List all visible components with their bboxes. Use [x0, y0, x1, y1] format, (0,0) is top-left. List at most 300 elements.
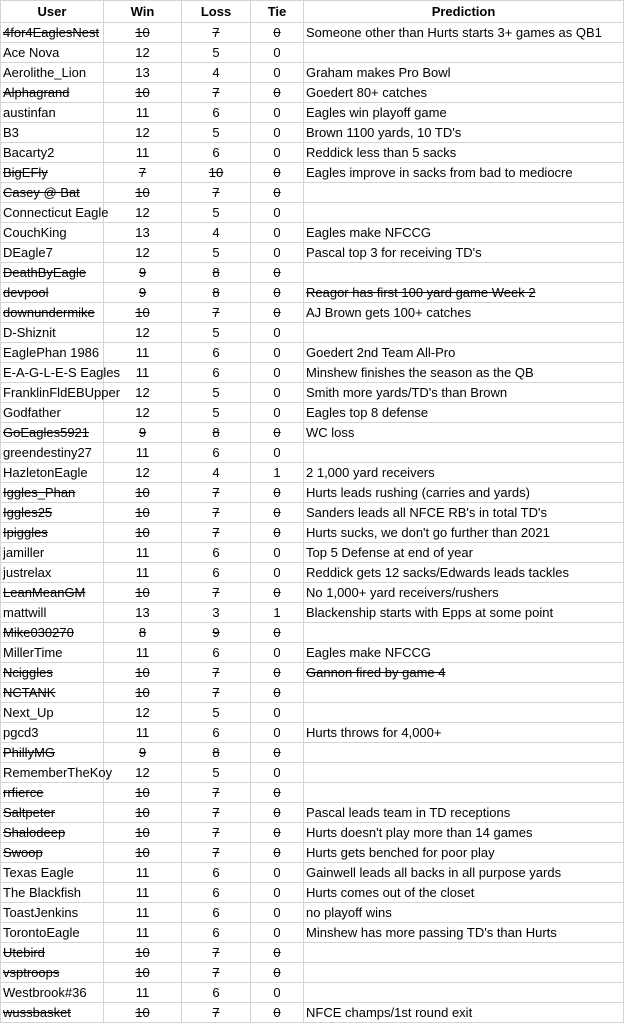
cell-tie[interactable]: 0: [251, 363, 304, 383]
table-row: [1, 523, 624, 543]
cell-tie[interactable]: 0: [251, 843, 304, 863]
cell-win[interactable]: 12: [104, 383, 182, 403]
cell-prediction[interactable]: [304, 623, 624, 643]
cell-prediction[interactable]: Smith more yards/TD's than Brown: [304, 383, 624, 403]
cell-loss[interactable]: 7: [182, 823, 251, 843]
cell-win[interactable]: 12: [104, 123, 182, 143]
cell-loss[interactable]: 7: [182, 803, 251, 823]
cell-user[interactable]: The Blackfish: [1, 883, 104, 903]
cell-tie[interactable]: 0: [251, 783, 304, 803]
cell-tie[interactable]: 0: [251, 823, 304, 843]
cell-tie[interactable]: 0: [251, 623, 304, 643]
cell-win[interactable]: 9: [104, 283, 182, 303]
cell-loss[interactable]: 8: [182, 263, 251, 283]
cell-win[interactable]: 9: [104, 423, 182, 443]
cell-tie[interactable]: 0: [251, 563, 304, 583]
cell-tie[interactable]: 0: [251, 263, 304, 283]
table-row: [1, 1003, 624, 1023]
cell-tie[interactable]: 0: [251, 443, 304, 463]
cell-loss[interactable]: 7: [182, 583, 251, 603]
table-row: [1, 943, 624, 963]
cell-user[interactable]: Utebird: [1, 943, 104, 963]
cell-win[interactable]: 12: [104, 43, 182, 63]
cell-loss[interactable]: 5: [182, 243, 251, 263]
cell-win[interactable]: 9: [104, 743, 182, 763]
cell-win[interactable]: 11: [104, 543, 182, 563]
cell-win[interactable]: 10: [104, 23, 182, 43]
cell-user[interactable]: pgcd3: [1, 723, 104, 743]
cell-tie[interactable]: 0: [251, 43, 304, 63]
cell-prediction[interactable]: Blackenship starts with Epps at some point: [304, 603, 624, 623]
table-row: [1, 263, 624, 283]
cell-win[interactable]: 10: [104, 943, 182, 963]
cell-prediction[interactable]: Graham makes Pro Bowl: [304, 63, 624, 83]
cell-tie[interactable]: 0: [251, 903, 304, 923]
cell-prediction[interactable]: Eagles top 8 defense: [304, 403, 624, 423]
cell-user[interactable]: mattwill: [1, 603, 104, 623]
cell-tie[interactable]: 0: [251, 343, 304, 363]
header-prediction[interactable]: Prediction: [304, 1, 624, 23]
header-tie[interactable]: Tie: [251, 1, 304, 23]
cell-win[interactable]: 10: [104, 663, 182, 683]
cell-loss[interactable]: 5: [182, 203, 251, 223]
table-row: [1, 403, 624, 423]
cell-prediction[interactable]: [304, 783, 624, 803]
cell-user[interactable]: devpool: [1, 283, 104, 303]
cell-prediction[interactable]: No 1,000+ yard receivers/rushers: [304, 583, 624, 603]
table-row: [1, 103, 624, 123]
cell-prediction[interactable]: Minshew finishes the season as the QB: [304, 363, 624, 383]
cell-prediction[interactable]: [304, 203, 624, 223]
cell-win[interactable]: 12: [104, 243, 182, 263]
cell-tie[interactable]: 0: [251, 383, 304, 403]
cell-tie[interactable]: 0: [251, 403, 304, 423]
cell-win[interactable]: 11: [104, 343, 182, 363]
cell-prediction[interactable]: [304, 703, 624, 723]
cell-loss[interactable]: 7: [182, 843, 251, 863]
cell-win[interactable]: 10: [104, 583, 182, 603]
header-loss[interactable]: Loss: [182, 1, 251, 23]
table-body: [1, 23, 624, 1023]
cell-user[interactable]: ToastJenkins: [1, 903, 104, 923]
cell-loss[interactable]: 5: [182, 703, 251, 723]
cell-win[interactable]: 10: [104, 683, 182, 703]
cell-prediction[interactable]: Top 5 Defense at end of year: [304, 543, 624, 563]
cell-tie[interactable]: 0: [251, 283, 304, 303]
cell-loss[interactable]: 5: [182, 763, 251, 783]
cell-loss[interactable]: 7: [182, 303, 251, 323]
cell-user[interactable]: Iggles25: [1, 503, 104, 523]
table-row: [1, 863, 624, 883]
cell-user[interactable]: FranklinFldEBUpper: [1, 383, 104, 403]
cell-user[interactable]: Ace Nova: [1, 43, 104, 63]
cell-user[interactable]: vsptroops: [1, 963, 104, 983]
cell-tie[interactable]: 0: [251, 423, 304, 443]
cell-win[interactable]: 8: [104, 623, 182, 643]
cell-win[interactable]: 11: [104, 643, 182, 663]
cell-tie[interactable]: 0: [251, 543, 304, 563]
cell-tie[interactable]: 1: [251, 603, 304, 623]
table-row: [1, 503, 624, 523]
header-win[interactable]: Win: [104, 1, 182, 23]
cell-user[interactable]: Saltpeter: [1, 803, 104, 823]
cell-tie[interactable]: 0: [251, 103, 304, 123]
table-row: [1, 123, 624, 143]
cell-prediction[interactable]: [304, 683, 624, 703]
cell-tie[interactable]: 0: [251, 483, 304, 503]
cell-prediction[interactable]: [304, 443, 624, 463]
cell-user[interactable]: justrelax: [1, 563, 104, 583]
cell-tie[interactable]: 0: [251, 683, 304, 703]
cell-loss[interactable]: 6: [182, 443, 251, 463]
header-user[interactable]: User: [1, 1, 104, 23]
cell-user[interactable]: DeathByEagle: [1, 263, 104, 283]
table-row: [1, 883, 624, 903]
cell-tie[interactable]: 0: [251, 183, 304, 203]
cell-prediction[interactable]: Minshew has more passing TD's than Hurts: [304, 923, 624, 943]
cell-tie[interactable]: 0: [251, 803, 304, 823]
cell-prediction[interactable]: [304, 763, 624, 783]
cell-loss[interactable]: 6: [182, 983, 251, 1003]
cell-win[interactable]: 12: [104, 463, 182, 483]
cell-tie[interactable]: 0: [251, 63, 304, 83]
cell-win[interactable]: 12: [104, 323, 182, 343]
cell-win[interactable]: 13: [104, 603, 182, 623]
cell-user[interactable]: Shalodeep: [1, 823, 104, 843]
cell-loss[interactable]: 6: [182, 903, 251, 923]
cell-loss[interactable]: 9: [182, 623, 251, 643]
cell-prediction[interactable]: Gannon fired by game 4: [304, 663, 624, 683]
cell-user[interactable]: Godfather: [1, 403, 104, 423]
cell-user[interactable]: downundermike: [1, 303, 104, 323]
table-row: [1, 543, 624, 563]
header-row: [1, 1, 624, 23]
cell-win[interactable]: 11: [104, 103, 182, 123]
cell-user[interactable]: Bacarty2: [1, 143, 104, 163]
cell-tie[interactable]: 0: [251, 643, 304, 663]
table-row: [1, 983, 624, 1003]
cell-prediction[interactable]: Hurts throws for 4,000+: [304, 723, 624, 743]
table-row: [1, 363, 624, 383]
cell-tie[interactable]: 0: [251, 243, 304, 263]
cell-win[interactable]: 10: [104, 183, 182, 203]
cell-user[interactable]: Mike030270: [1, 623, 104, 643]
cell-prediction[interactable]: NFCE champs/1st round exit: [304, 1003, 624, 1023]
cell-win[interactable]: 13: [104, 223, 182, 243]
cell-win[interactable]: 10: [104, 83, 182, 103]
cell-loss[interactable]: 7: [182, 503, 251, 523]
table-row: [1, 423, 624, 443]
cell-win[interactable]: 11: [104, 923, 182, 943]
cell-tie[interactable]: 0: [251, 983, 304, 1003]
cell-prediction[interactable]: Hurts comes out of the closet: [304, 883, 624, 903]
cell-loss[interactable]: 4: [182, 63, 251, 83]
cell-user[interactable]: GoEagles5921: [1, 423, 104, 443]
cell-win[interactable]: 11: [104, 863, 182, 883]
cell-tie[interactable]: 0: [251, 703, 304, 723]
cell-user[interactable]: EaglePhan 1986: [1, 343, 104, 363]
cell-prediction[interactable]: Eagles make NFCCG: [304, 643, 624, 663]
cell-user[interactable]: Texas Eagle: [1, 863, 104, 883]
cell-user[interactable]: Nciggles: [1, 663, 104, 683]
cell-tie[interactable]: 0: [251, 943, 304, 963]
table-row: [1, 803, 624, 823]
cell-win[interactable]: 10: [104, 783, 182, 803]
table-row: [1, 323, 624, 343]
cell-loss[interactable]: 10: [182, 163, 251, 183]
cell-loss[interactable]: 6: [182, 103, 251, 123]
cell-loss[interactable]: 6: [182, 343, 251, 363]
cell-tie[interactable]: 0: [251, 203, 304, 223]
cell-win[interactable]: 12: [104, 203, 182, 223]
cell-win[interactable]: 10: [104, 843, 182, 863]
cell-loss[interactable]: 7: [182, 783, 251, 803]
cell-user[interactable]: RememberTheKoy: [1, 763, 104, 783]
cell-user[interactable]: PhillyMG: [1, 743, 104, 763]
cell-loss[interactable]: 7: [182, 683, 251, 703]
cell-prediction[interactable]: Hurts doesn't play more than 14 games: [304, 823, 624, 843]
cell-prediction[interactable]: Eagles improve in sacks from bad to mediocre: [304, 163, 624, 183]
cell-tie[interactable]: 0: [251, 163, 304, 183]
cell-loss[interactable]: 7: [182, 523, 251, 543]
cell-prediction[interactable]: Hurts leads rushing (carries and yards): [304, 483, 624, 503]
cell-win[interactable]: 10: [104, 523, 182, 543]
cell-win[interactable]: 12: [104, 763, 182, 783]
cell-user[interactable]: jamiller: [1, 543, 104, 563]
cell-prediction[interactable]: 2 1,000 yard receivers: [304, 463, 624, 483]
cell-user[interactable]: D-Shiznit: [1, 323, 104, 343]
cell-user[interactable]: MillerTime: [1, 643, 104, 663]
cell-win[interactable]: 11: [104, 563, 182, 583]
cell-user[interactable]: Alphagrand: [1, 83, 104, 103]
table-row: [1, 643, 624, 663]
cell-tie[interactable]: 0: [251, 123, 304, 143]
table-row: [1, 923, 624, 943]
cell-loss[interactable]: 6: [182, 543, 251, 563]
cell-loss[interactable]: 5: [182, 123, 251, 143]
cell-win[interactable]: 10: [104, 963, 182, 983]
cell-loss[interactable]: 6: [182, 563, 251, 583]
cell-win[interactable]: 11: [104, 903, 182, 923]
cell-loss[interactable]: 3: [182, 603, 251, 623]
cell-user[interactable]: austinfan: [1, 103, 104, 123]
cell-tie[interactable]: 0: [251, 923, 304, 943]
cell-prediction[interactable]: [304, 743, 624, 763]
cell-user[interactable]: NCTANK: [1, 683, 104, 703]
cell-tie[interactable]: 0: [251, 143, 304, 163]
cell-win[interactable]: 11: [104, 983, 182, 1003]
cell-prediction[interactable]: Hurts sucks, we don't go further than 2021: [304, 523, 624, 543]
cell-tie[interactable]: 0: [251, 1003, 304, 1023]
cell-win[interactable]: 11: [104, 723, 182, 743]
cell-loss[interactable]: 5: [182, 383, 251, 403]
cell-user[interactable]: TorontoEagle: [1, 923, 104, 943]
table-row: [1, 843, 624, 863]
cell-prediction[interactable]: Gainwell leads all backs in all purpose yards: [304, 863, 624, 883]
cell-loss[interactable]: 7: [182, 963, 251, 983]
cell-prediction[interactable]: [304, 263, 624, 283]
cell-win[interactable]: 12: [104, 403, 182, 423]
cell-win[interactable]: 11: [104, 143, 182, 163]
cell-win[interactable]: 10: [104, 303, 182, 323]
cell-tie[interactable]: 0: [251, 743, 304, 763]
cell-user[interactable]: Casey @ Bat: [1, 183, 104, 203]
cell-tie[interactable]: 0: [251, 523, 304, 543]
table-row: [1, 383, 624, 403]
table-row: [1, 23, 624, 43]
cell-loss[interactable]: 6: [182, 863, 251, 883]
table-row: [1, 303, 624, 323]
cell-prediction[interactable]: Brown 1100 yards, 10 TD's: [304, 123, 624, 143]
cell-prediction[interactable]: [304, 183, 624, 203]
cell-loss[interactable]: 7: [182, 663, 251, 683]
cell-win[interactable]: 7: [104, 163, 182, 183]
cell-loss[interactable]: 7: [182, 1003, 251, 1023]
cell-win[interactable]: 10: [104, 1003, 182, 1023]
cell-prediction[interactable]: Reddick gets 12 sacks/Edwards leads tackles: [304, 563, 624, 583]
cell-loss[interactable]: 6: [182, 923, 251, 943]
table-row: [1, 603, 624, 623]
cell-loss[interactable]: 4: [182, 223, 251, 243]
cell-prediction[interactable]: [304, 943, 624, 963]
cell-loss[interactable]: 5: [182, 403, 251, 423]
table-row: [1, 463, 624, 483]
cell-tie[interactable]: 0: [251, 663, 304, 683]
table-row: [1, 183, 624, 203]
table-row: [1, 623, 624, 643]
cell-tie[interactable]: 0: [251, 23, 304, 43]
table-row: [1, 743, 624, 763]
cell-prediction[interactable]: no playoff wins: [304, 903, 624, 923]
cell-tie[interactable]: 0: [251, 323, 304, 343]
cell-prediction[interactable]: Pascal leads team in TD receptions: [304, 803, 624, 823]
cell-loss[interactable]: 6: [182, 363, 251, 383]
cell-user[interactable]: greendestiny27: [1, 443, 104, 463]
cell-win[interactable]: 10: [104, 803, 182, 823]
table-row: [1, 143, 624, 163]
cell-loss[interactable]: 7: [182, 943, 251, 963]
cell-prediction[interactable]: Sanders leads all NFCE RB's in total TD's: [304, 503, 624, 523]
cell-user[interactable]: Connecticut Eagle: [1, 203, 104, 223]
cell-tie[interactable]: 0: [251, 963, 304, 983]
table-row: [1, 203, 624, 223]
cell-prediction[interactable]: [304, 323, 624, 343]
cell-tie[interactable]: 0: [251, 883, 304, 903]
cell-win[interactable]: 11: [104, 883, 182, 903]
cell-prediction[interactable]: Eagles win playoff game: [304, 103, 624, 123]
cell-tie[interactable]: 0: [251, 503, 304, 523]
cell-user[interactable]: BigEFly: [1, 163, 104, 183]
cell-loss[interactable]: 8: [182, 743, 251, 763]
cell-loss[interactable]: 5: [182, 323, 251, 343]
cell-prediction[interactable]: Eagles make NFCCG: [304, 223, 624, 243]
table-row: [1, 763, 624, 783]
cell-prediction[interactable]: Reddick less than 5 sacks: [304, 143, 624, 163]
cell-prediction[interactable]: Goedert 80+ catches: [304, 83, 624, 103]
cell-user[interactable]: HazletonEagle: [1, 463, 104, 483]
cell-user[interactable]: Westbrook#36: [1, 983, 104, 1003]
cell-loss[interactable]: 6: [182, 643, 251, 663]
table-row: [1, 723, 624, 743]
table-row: [1, 243, 624, 263]
cell-prediction[interactable]: [304, 43, 624, 63]
cell-loss[interactable]: 7: [182, 183, 251, 203]
cell-user[interactable]: Swoop: [1, 843, 104, 863]
table-row: [1, 443, 624, 463]
cell-user[interactable]: DEagle7: [1, 243, 104, 263]
cell-tie[interactable]: 0: [251, 583, 304, 603]
table-row: [1, 43, 624, 63]
cell-loss[interactable]: 4: [182, 463, 251, 483]
cell-prediction[interactable]: WC loss: [304, 423, 624, 443]
cell-loss[interactable]: 6: [182, 143, 251, 163]
cell-user[interactable]: rrfierce: [1, 783, 104, 803]
cell-user[interactable]: CouchKing: [1, 223, 104, 243]
cell-user[interactable]: B3: [1, 123, 104, 143]
cell-win[interactable]: 13: [104, 63, 182, 83]
cell-prediction[interactable]: AJ Brown gets 100+ catches: [304, 303, 624, 323]
cell-loss[interactable]: 7: [182, 23, 251, 43]
cell-prediction[interactable]: Pascal top 3 for receiving TD's: [304, 243, 624, 263]
cell-win[interactable]: 10: [104, 483, 182, 503]
table-row: [1, 663, 624, 683]
cell-win[interactable]: 11: [104, 363, 182, 383]
cell-user[interactable]: E-A-G-L-E-S Eagles: [1, 363, 104, 383]
table-row: [1, 583, 624, 603]
table-row: [1, 343, 624, 363]
cell-tie[interactable]: 1: [251, 463, 304, 483]
cell-tie[interactable]: 0: [251, 763, 304, 783]
table-row: [1, 823, 624, 843]
cell-user[interactable]: wussbasket: [1, 1003, 104, 1023]
table-row: [1, 563, 624, 583]
cell-prediction[interactable]: Someone other than Hurts starts 3+ games as QB1: [304, 23, 624, 43]
cell-user[interactable]: Iggles_Phan: [1, 483, 104, 503]
cell-loss[interactable]: 8: [182, 283, 251, 303]
cell-user[interactable]: LeanMeanGM: [1, 583, 104, 603]
cell-win[interactable]: 12: [104, 703, 182, 723]
cell-tie[interactable]: 0: [251, 863, 304, 883]
cell-prediction[interactable]: Reagor has first 100 yard game Week 2: [304, 283, 624, 303]
cell-win[interactable]: 9: [104, 263, 182, 283]
cell-tie[interactable]: 0: [251, 723, 304, 743]
cell-win[interactable]: 10: [104, 503, 182, 523]
table-row: [1, 163, 624, 183]
cell-tie[interactable]: 0: [251, 223, 304, 243]
cell-tie[interactable]: 0: [251, 303, 304, 323]
cell-loss[interactable]: 6: [182, 883, 251, 903]
cell-loss[interactable]: 6: [182, 723, 251, 743]
table-row: [1, 83, 624, 103]
cell-loss[interactable]: 8: [182, 423, 251, 443]
cell-prediction[interactable]: [304, 963, 624, 983]
cell-loss[interactable]: 7: [182, 83, 251, 103]
cell-user[interactable]: 4for4EaglesNest: [1, 23, 104, 43]
cell-win[interactable]: 10: [104, 823, 182, 843]
cell-prediction[interactable]: Hurts gets benched for poor play: [304, 843, 624, 863]
cell-prediction[interactable]: Goedert 2nd Team All-Pro: [304, 343, 624, 363]
cell-tie[interactable]: 0: [251, 83, 304, 103]
cell-user[interactable]: Next_Up: [1, 703, 104, 723]
cell-user[interactable]: Ipiggles: [1, 523, 104, 543]
cell-user[interactable]: Aerolithe_Lion: [1, 63, 104, 83]
table-row: [1, 283, 624, 303]
cell-win[interactable]: 11: [104, 443, 182, 463]
table-row: [1, 223, 624, 243]
cell-prediction[interactable]: [304, 983, 624, 1003]
cell-loss[interactable]: 5: [182, 43, 251, 63]
cell-loss[interactable]: 7: [182, 483, 251, 503]
